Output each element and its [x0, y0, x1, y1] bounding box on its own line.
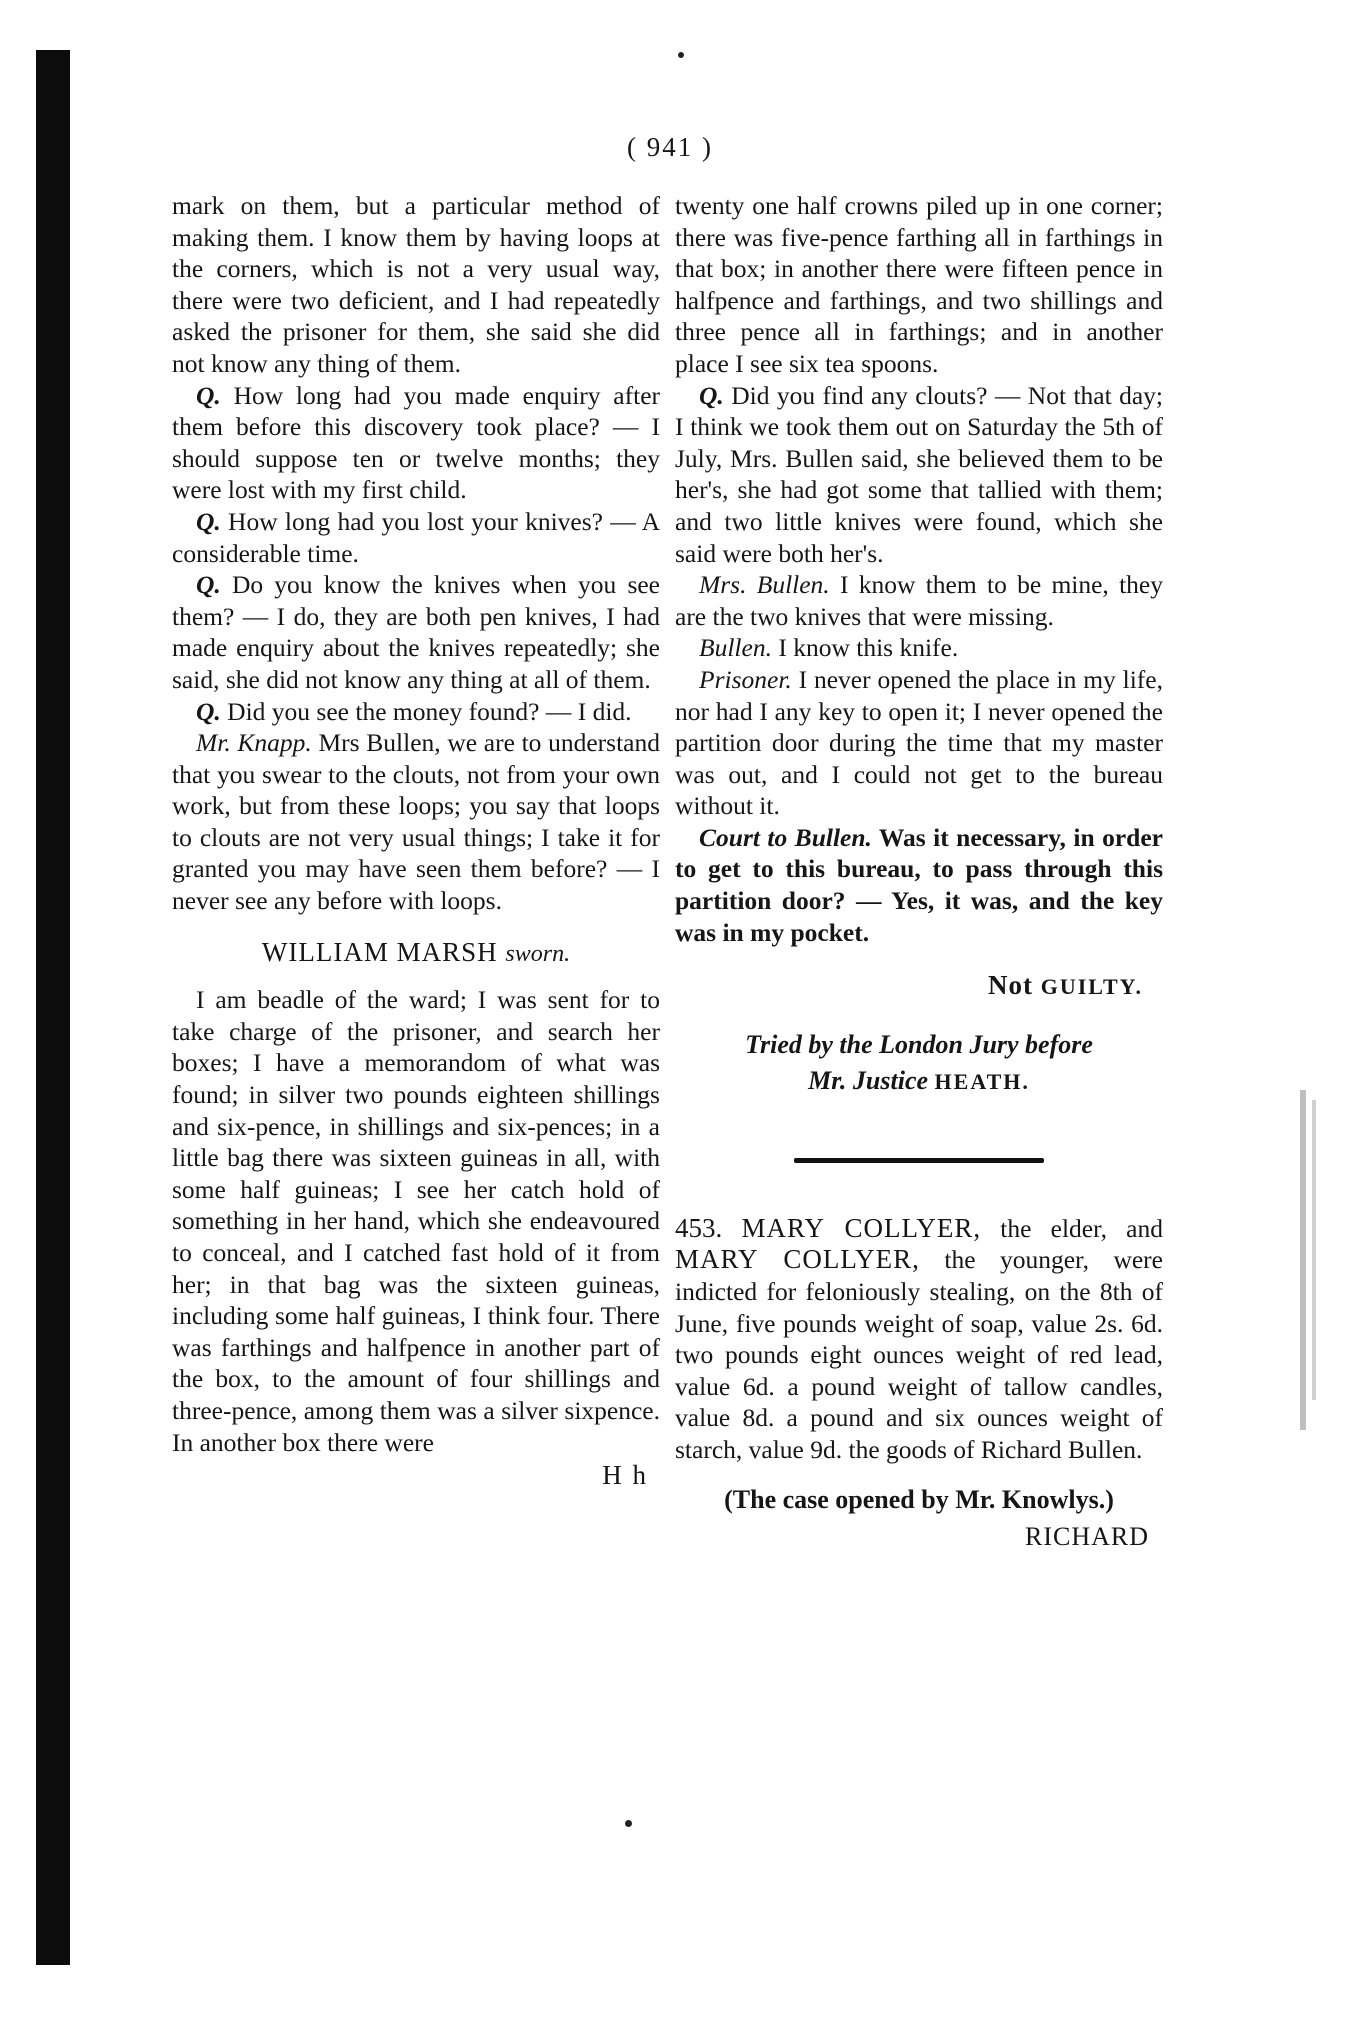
speaker-name: Bullen. [699, 633, 772, 663]
paragraph: mark on them, but a particular method of making them. I know them by having loops at the corners, which is not a very usual way, there were two deficient, and I had repeatedly asked the prisoner for them, she said she did not know any thing of them. [172, 191, 660, 378]
edge-smudge [1312, 1100, 1316, 1400]
left-column [172, 190, 660, 1492]
witness-heading [172, 937, 660, 971]
trial-line [675, 1063, 1163, 1100]
signature-mark: H h [602, 1460, 648, 1491]
paragraph: twenty one half crowns piled up in one corner; there was five-pence farthing all in farthings in that box; in another there were fifteen pence in halfpence and farthings, and two shillings and three pence all in farthings; and in another place I see six tea spoons. [675, 191, 1163, 378]
case-paragraph [675, 1213, 1163, 1466]
judge-title: Mr. Justice [808, 1065, 929, 1095]
question-text: Did you find any clouts? — Not that day; I think we took them out on Saturday the 5th of July, Mrs. Bullen said, she believed them to be her's, she had got some that tallied with them; and two little knives were found, which she said were both her's. [675, 380, 1164, 568]
paper-speck [625, 1820, 632, 1827]
paper-speck [678, 52, 684, 58]
witness-suffix: sworn. [505, 940, 571, 967]
page-number: ( 941 ) [627, 132, 713, 162]
defendant-name: MARY COLLYER, [675, 1244, 920, 1275]
testimony-text: I know them to be mine, they are the two knives that were missing. [675, 570, 1163, 631]
speaker-name: Prisoner. [699, 664, 792, 694]
question-text: Did you see the money found? — I did. [227, 696, 632, 726]
testimony-text: Mrs Bullen, we are to understand that you swear to the clouts, not from your own work, but from these loops; you say that loops to clouts are not very usual things; I take it for granted you may have seen them before? — I never see any before with loops. [172, 728, 661, 916]
testimony-paragraph [675, 822, 1163, 948]
question-paragraph [675, 380, 1163, 570]
edge-smudge [1300, 1090, 1306, 1430]
testimony-paragraph [675, 632, 1163, 664]
speaker-name: Mrs. Bullen. [699, 570, 830, 600]
case-number: 453. [675, 1212, 723, 1243]
testimony-text: I know this knife. [778, 633, 959, 663]
trial-note [675, 1027, 1163, 1100]
question-paragraph [172, 569, 660, 695]
question-marker: Q. [196, 506, 221, 536]
testimony-paragraph [675, 664, 1163, 822]
question-text: How long had you lost your knives? — A considerable time. [172, 506, 660, 568]
verdict [675, 970, 1163, 1003]
judge-name: HEATH. [934, 1068, 1030, 1094]
verdict-word: GUILTY. [1040, 974, 1143, 1000]
right-column [675, 190, 1163, 1553]
defendant-name: MARY COLLYER, [741, 1212, 982, 1243]
speaker-name: Court to Bullen. [699, 822, 872, 852]
question-text: How long had you made enquiry after them before this discovery took place? — I should suppose ten or twelve months; they were lost with my first child. [172, 380, 661, 505]
speaker-name: Mr. Knapp. [196, 728, 312, 758]
witness-name: WILLIAM MARSH [261, 936, 498, 967]
question-paragraph [172, 380, 660, 506]
book-binding-shadow [36, 50, 70, 1965]
testimony-text: I never opened the place in my life, nor had I any key to open it; I never opened the partition door during the time that my master was out, and I could not get to the bureau without it. [675, 664, 1163, 821]
question-marker: Q. [699, 380, 724, 410]
testimony-paragraph [675, 569, 1163, 632]
case-text: the younger, were indicted for feloniously stealing, on the 8th of June, five pounds weight of soap, value 2s. 6d. two pounds eight ounces weight of red lead, value 6d. a pound weight of tallow candles, value 8d. a pound and six ounces weight of starch, value 9d. the goods of Richard Bullen. [675, 1245, 1163, 1464]
verdict-word: Not [987, 970, 1033, 1001]
question-paragraph [172, 506, 660, 569]
testimony-paragraph [172, 727, 660, 917]
catchword: RICHARD [1024, 1522, 1149, 1552]
question-marker: Q. [196, 380, 221, 410]
testimony-text: Was it necessary, in order to get to this bureau, to pass through this partition door? — Yes, it was, and the key was in my pocket. [675, 822, 1163, 947]
section-divider [794, 1158, 1044, 1163]
question-marker: Q. [196, 570, 221, 600]
question-text: Do you know the knives when you see them? — I do, they are both pen knives, I had made enquiry about the knives repeatedly; she said, she did not know any thing at all of them. [172, 570, 660, 694]
question-marker: Q. [196, 696, 221, 726]
trial-line: Tried by the London Jury before [745, 1029, 1093, 1059]
testimony-paragraph: I am beadle of the ward; I was sent for to take charge of the prisoner, and search her boxes; I have a memorandom of what was found; in silver two pounds eighteen shillings and six-pence, in shillings and six-pences; in a little bag there was sixteen guineas in all, with some half guineas; I see her catch hold of something in her hand, which she endeavoured to conceal, and I catched fast hold of it from her; in that bag was the sixteen guineas, including some half guineas, I think four. There was farthings and halfpence in another part of the box, to the amount of four shillings and three-pence, among them was a silver sixpence. In another box there were [172, 985, 660, 1457]
question-paragraph [172, 696, 660, 728]
case-text: the elder, and [1000, 1213, 1163, 1243]
case-opened-note: (The case opened by Mr. Knowlys.) [724, 1484, 1114, 1514]
